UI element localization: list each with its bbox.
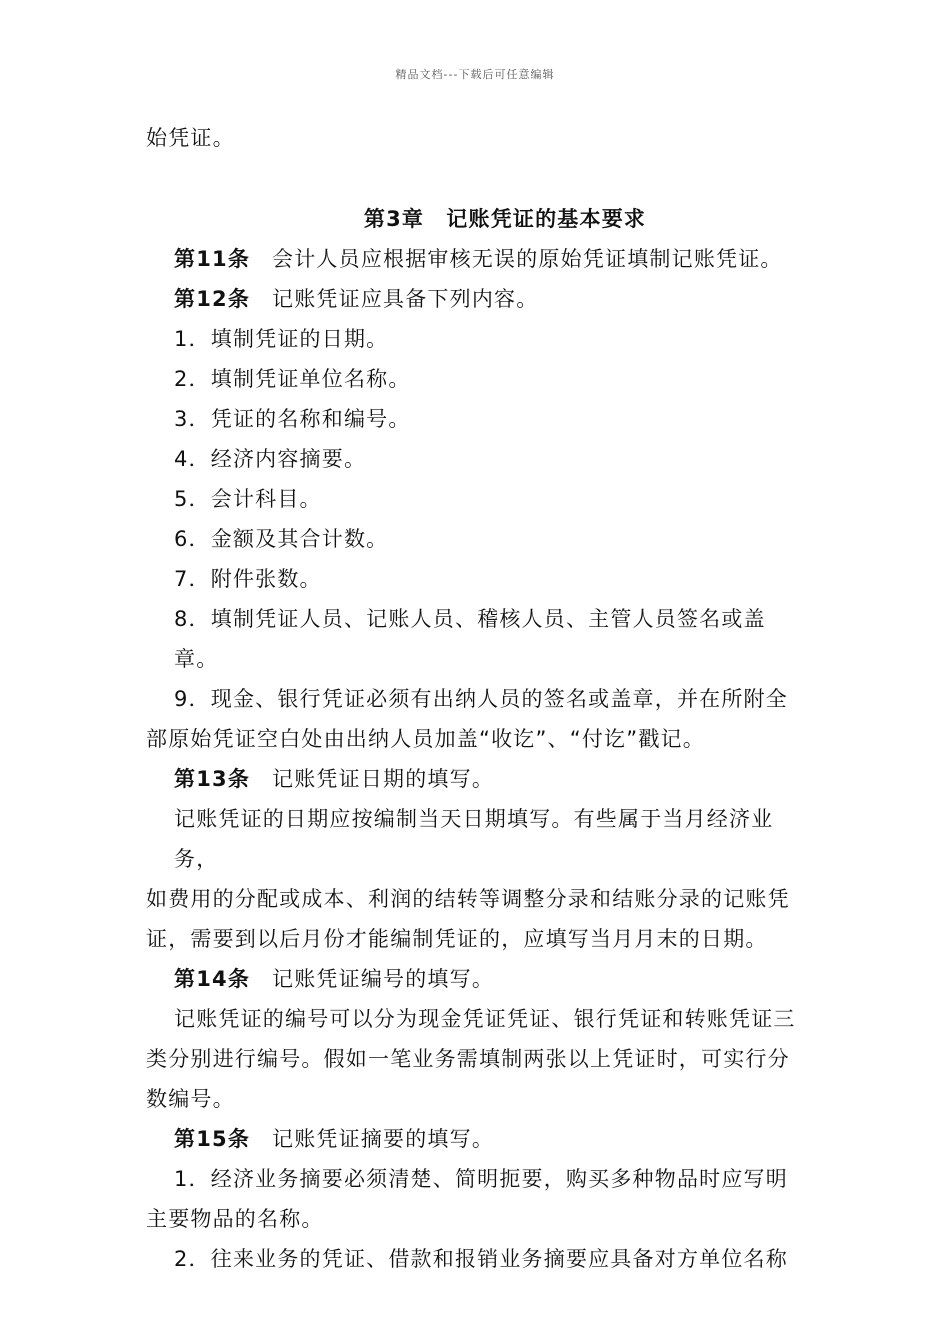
article-text: 记账凭证日期的填写。 bbox=[272, 767, 495, 791]
paragraph-line: 如费用的分配或成本、利润的结转等调整分录和结账分录的记账凭 bbox=[146, 887, 790, 911]
paragraph-line: 记账凭证的编号可以分为现金凭证凭证、银行凭证和转账凭证三 bbox=[174, 1007, 796, 1031]
article-15 bbox=[146, 1119, 808, 1159]
list-item: 8．填制凭证人员、记账人员、稽核人员、主管人员签名或盖章。 bbox=[174, 607, 766, 671]
article-text: 记账凭证摘要的填写。 bbox=[272, 1127, 495, 1151]
list-item: 6．金额及其合计数。 bbox=[174, 527, 389, 551]
list-item: 2．往来业务的凭证、借款和报销业务摘要应具备对方单位名称 bbox=[174, 1247, 788, 1271]
list-item: 3．凭证的名称和编号。 bbox=[174, 407, 411, 431]
chapter-heading: 第3章 记账凭证的基本要求 bbox=[363, 207, 647, 231]
paragraph-line: 类分别进行编号。假如一笔业务需填制两张以上凭证时，可实行分 bbox=[146, 1047, 790, 1071]
article-13 bbox=[146, 759, 808, 799]
article-text: 记账凭证编号的填写。 bbox=[272, 967, 495, 991]
article-number: 第11条 bbox=[174, 247, 251, 271]
article-number: 第12条 bbox=[174, 287, 251, 311]
list-item: 1．填制凭证的日期。 bbox=[174, 327, 389, 351]
paragraph-line: 证，需要到以后月份才能编制凭证的，应填写当月月末的日期。 bbox=[146, 927, 768, 951]
article-11 bbox=[146, 239, 808, 279]
article-text: 会计人员应根据审核无误的原始凭证填制记账凭证。 bbox=[272, 247, 783, 271]
article-number: 第13条 bbox=[174, 767, 251, 791]
list-item: 5．会计科目。 bbox=[174, 487, 322, 511]
list-item: 7．附件张数。 bbox=[174, 567, 322, 591]
page-header: 精品文档---下载后可任意编辑 bbox=[395, 68, 555, 81]
list-item: 2．填制凭证单位名称。 bbox=[174, 367, 411, 391]
document-body bbox=[146, 118, 808, 1279]
article-text: 记账凭证应具备下列内容。 bbox=[272, 287, 539, 311]
paragraph-line: 数编号。 bbox=[146, 1087, 235, 1111]
list-item: 9．现金、银行凭证必须有出纳人员的签名或盖章，并在所附全 bbox=[174, 687, 788, 711]
continued-line: 始凭证。 bbox=[146, 126, 235, 150]
article-12 bbox=[146, 279, 808, 319]
article-14 bbox=[146, 959, 808, 999]
paragraph-line: 记账凭证的日期应按编制当天日期填写。有些属于当月经济业务， bbox=[174, 807, 774, 871]
article-number: 第15条 bbox=[174, 1127, 251, 1151]
list-item-continued: 主要物品的名称。 bbox=[146, 1207, 324, 1231]
list-item: 4．经济内容摘要。 bbox=[174, 447, 367, 471]
list-item: 1．经济业务摘要必须清楚、简明扼要，购买多种物品时应写明 bbox=[174, 1167, 788, 1191]
article-number: 第14条 bbox=[174, 967, 251, 991]
list-item-continued: 部原始凭证空白处由出纳人员加盖“收讫”、“付讫”戳记。 bbox=[146, 727, 705, 751]
